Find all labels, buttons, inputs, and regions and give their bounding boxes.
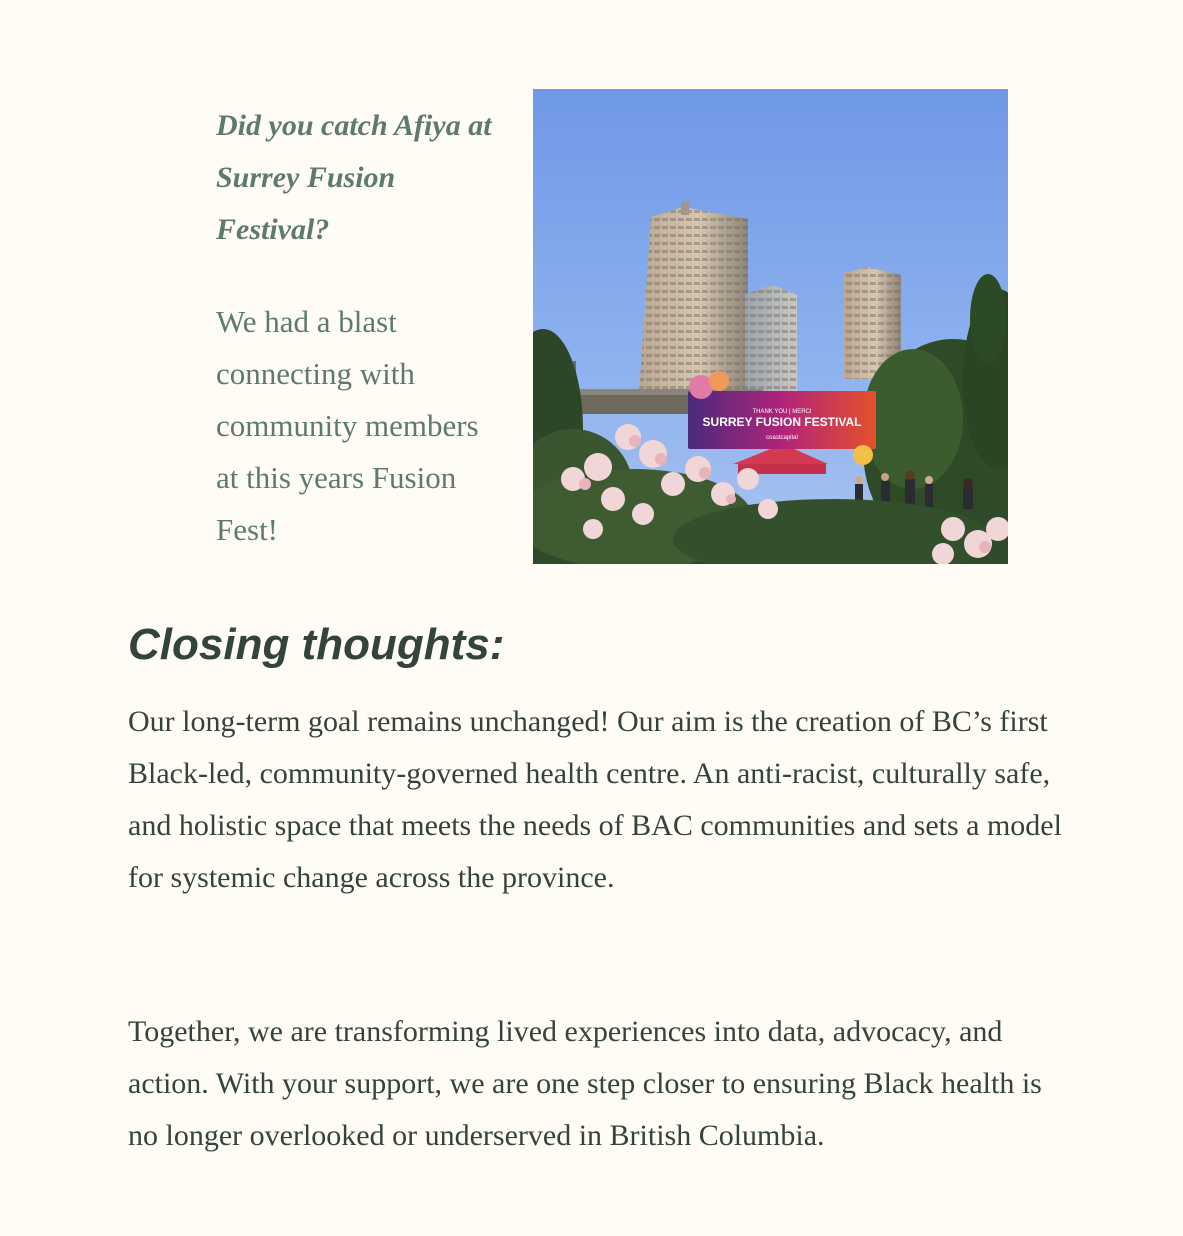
festival-photo xyxy=(533,89,1008,564)
closing-paragraph-goal: Our long-term goal remains unchanged! Our aim is the creation of BC’s first Black-led, community-governed health centre. An anti-racist, culturally safe, and holistic space that meets the needs of BAC communities and sets a model for systemic change across the province. xyxy=(128,705,1062,894)
banner-top-text: THANK YOU | MERCI xyxy=(752,409,812,415)
festival-callout xyxy=(216,100,506,556)
festival-description: We had a blast connecting with community members at this years Fusion Fest! xyxy=(216,304,479,547)
closing-thoughts-heading: Closing thoughts: xyxy=(128,620,505,669)
banner-title-text: SURREY FUSION FESTIVAL xyxy=(702,415,862,429)
closing-paragraph-together: Together, we are transforming lived experiences into data, advocacy, and action. With your support, we are one step closer to ensuring Black health is no longer overlooked or underserved in British Columbia. xyxy=(128,1015,1042,1152)
banner-sponsor-text: coastcapital xyxy=(766,435,798,441)
festival-question: Did you catch Afiya at Surrey Fusion Festival? xyxy=(216,109,492,246)
